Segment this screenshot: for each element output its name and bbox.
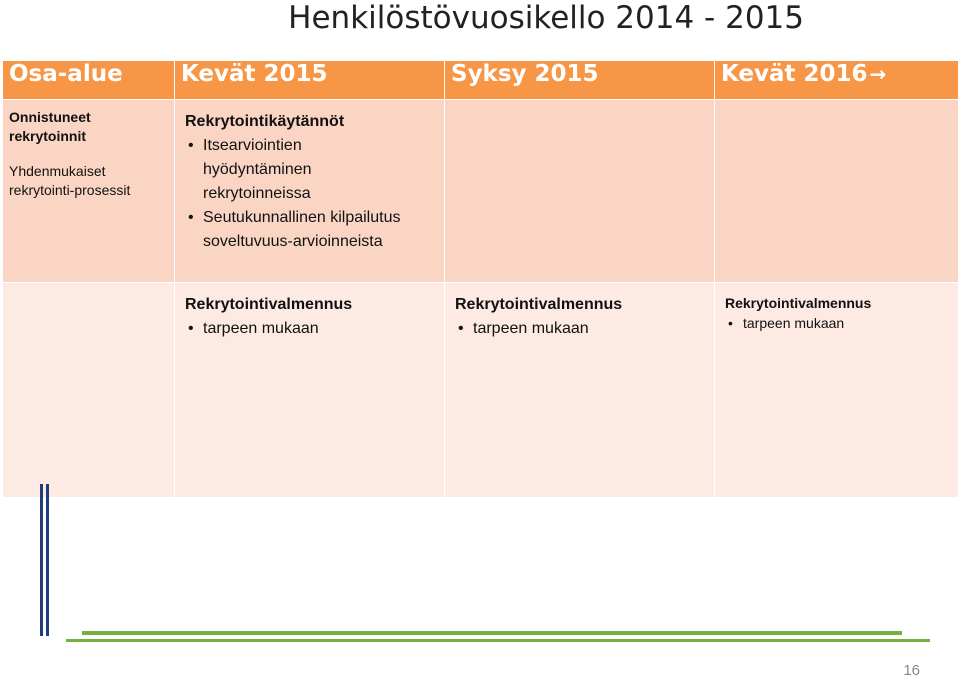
table-row — [3, 283, 959, 498]
header-row — [3, 61, 959, 100]
decorative-green-line — [82, 631, 902, 635]
arrow-right-icon: → — [869, 62, 887, 86]
decorative-vertical-bar — [40, 484, 43, 636]
decorative-vertical-bar — [46, 484, 49, 636]
table-row — [3, 100, 959, 283]
page-number: 16 — [903, 662, 920, 679]
bullet-list — [185, 134, 438, 254]
cell-spring-2015: Rekrytointikäytännöt • Itsearviointien hyödyntäminen rekrytoinneissa • Seutukunnallinen kilpailutus soveltuvuus-arvioinneista — [175, 100, 445, 283]
header-area: Osa-alue — [3, 61, 175, 100]
header-autumn-2015: Syksy 2015 — [445, 61, 715, 100]
area-cell-empty — [3, 283, 175, 498]
schedule-table — [2, 60, 959, 498]
cell-autumn-2015-empty — [445, 100, 715, 283]
list-item: • tarpeen mukaan — [185, 317, 438, 341]
area-cell: Onnistuneet rekrytoinnit Yhdenmukaiset rekrytointi-prosessit — [3, 100, 175, 283]
header-spring-2015: Kevät 2015 — [175, 61, 445, 100]
list-item: • tarpeen mukaan — [455, 317, 708, 341]
list-item: • Itsearviointien hyödyntäminen rekrytoinneissa — [185, 134, 438, 206]
list-item: • Seutukunnallinen kilpailutus soveltuvuus-arvioinneista — [185, 206, 438, 254]
decorative-green-line — [66, 639, 930, 642]
cell-autumn-2015: Rekrytointivalmennus • tarpeen mukaan — [445, 283, 715, 498]
cell-spring-2015: Rekrytointivalmennus • tarpeen mukaan — [175, 283, 445, 498]
header-spring-2016: Kevät 2016 → — [715, 61, 959, 100]
slide-title: Henkilöstövuosikello 2014 - 2015 — [288, 0, 804, 36]
cell-spring-2016: Rekrytointivalmennus • tarpeen mukaan — [715, 283, 959, 498]
cell-spring-2016-empty — [715, 100, 959, 283]
list-item: • tarpeen mukaan — [725, 313, 952, 333]
